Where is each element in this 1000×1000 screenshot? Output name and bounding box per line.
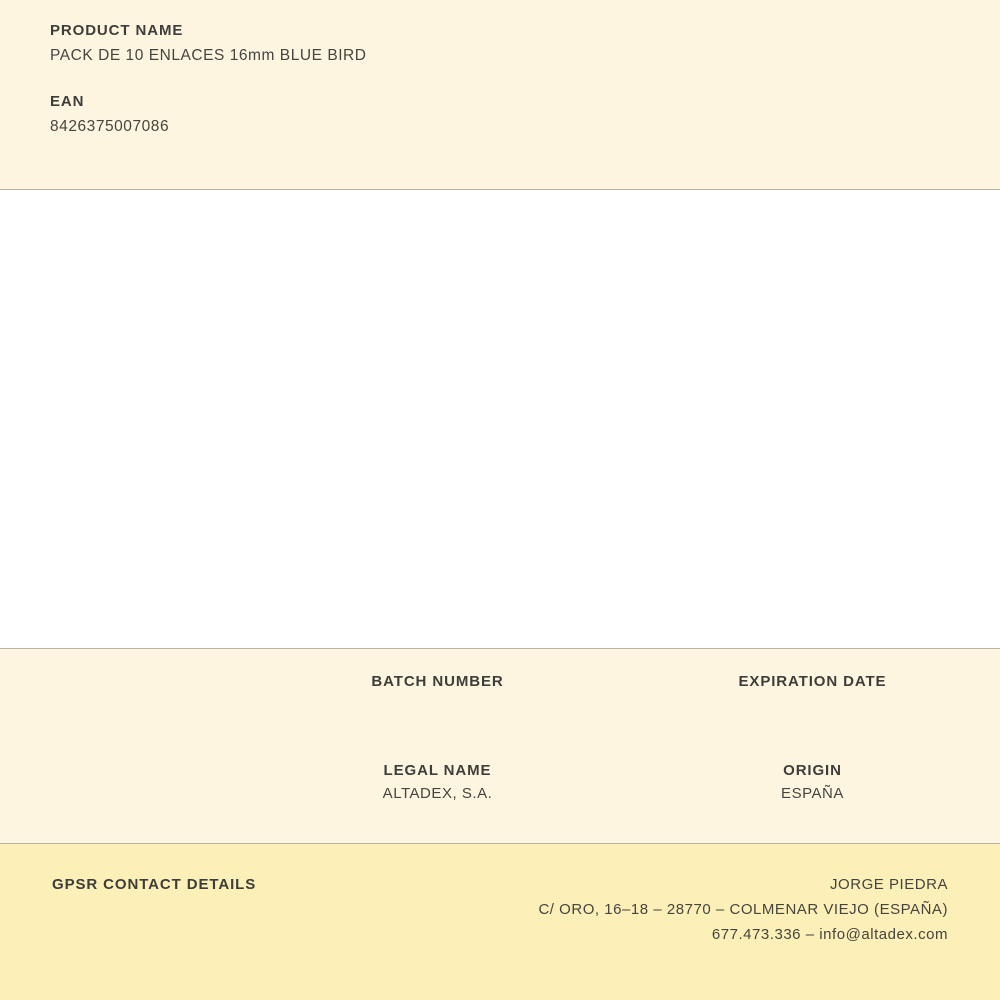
origin-label: ORIGIN xyxy=(783,762,842,779)
details-row-legal-origin xyxy=(0,762,1000,802)
batch-number-field xyxy=(250,673,625,696)
legal-name-value: ALTADEX, S.A. xyxy=(382,785,493,802)
details-row-batch-expiration xyxy=(0,673,1000,696)
product-name-field xyxy=(50,22,950,65)
gpsr-contact-title: GPSR CONTACT DETAILS xyxy=(52,876,257,893)
gpsr-contact-name: JORGE PIEDRA xyxy=(830,876,948,893)
expiration-date-field xyxy=(625,673,1000,696)
gpsr-contact-section xyxy=(0,844,1000,1000)
gpsr-contact-lines xyxy=(538,876,948,943)
origin-value: ESPAÑA xyxy=(781,785,844,802)
batch-number-label: BATCH NUMBER xyxy=(371,673,504,690)
product-name-label: PRODUCT NAME xyxy=(50,22,184,39)
product-details-section xyxy=(0,649,1000,844)
gpsr-contact-address: C/ ORO, 16–18 – 28770 – COLMENAR VIEJO (ESPAÑA) xyxy=(538,901,948,918)
ean-field xyxy=(50,93,950,136)
details-spacer-left xyxy=(0,673,250,696)
details-row-gap xyxy=(0,696,1000,762)
expiration-date-label: EXPIRATION DATE xyxy=(738,673,887,690)
origin-field xyxy=(625,762,1000,802)
legal-name-label: LEGAL NAME xyxy=(383,762,492,779)
blank-content-area xyxy=(0,190,1000,649)
ean-value: 8426375007086 xyxy=(50,118,170,135)
product-name-value: PACK DE 10 ENLACES 16mm BLUE BIRD xyxy=(50,47,367,64)
details-spacer-left-2 xyxy=(0,762,250,802)
gpsr-contact-phone-email: 677.473.336 – info@altadex.com xyxy=(711,926,948,943)
product-header-section xyxy=(0,0,1000,190)
legal-name-field xyxy=(250,762,625,802)
ean-label: EAN xyxy=(50,93,85,110)
